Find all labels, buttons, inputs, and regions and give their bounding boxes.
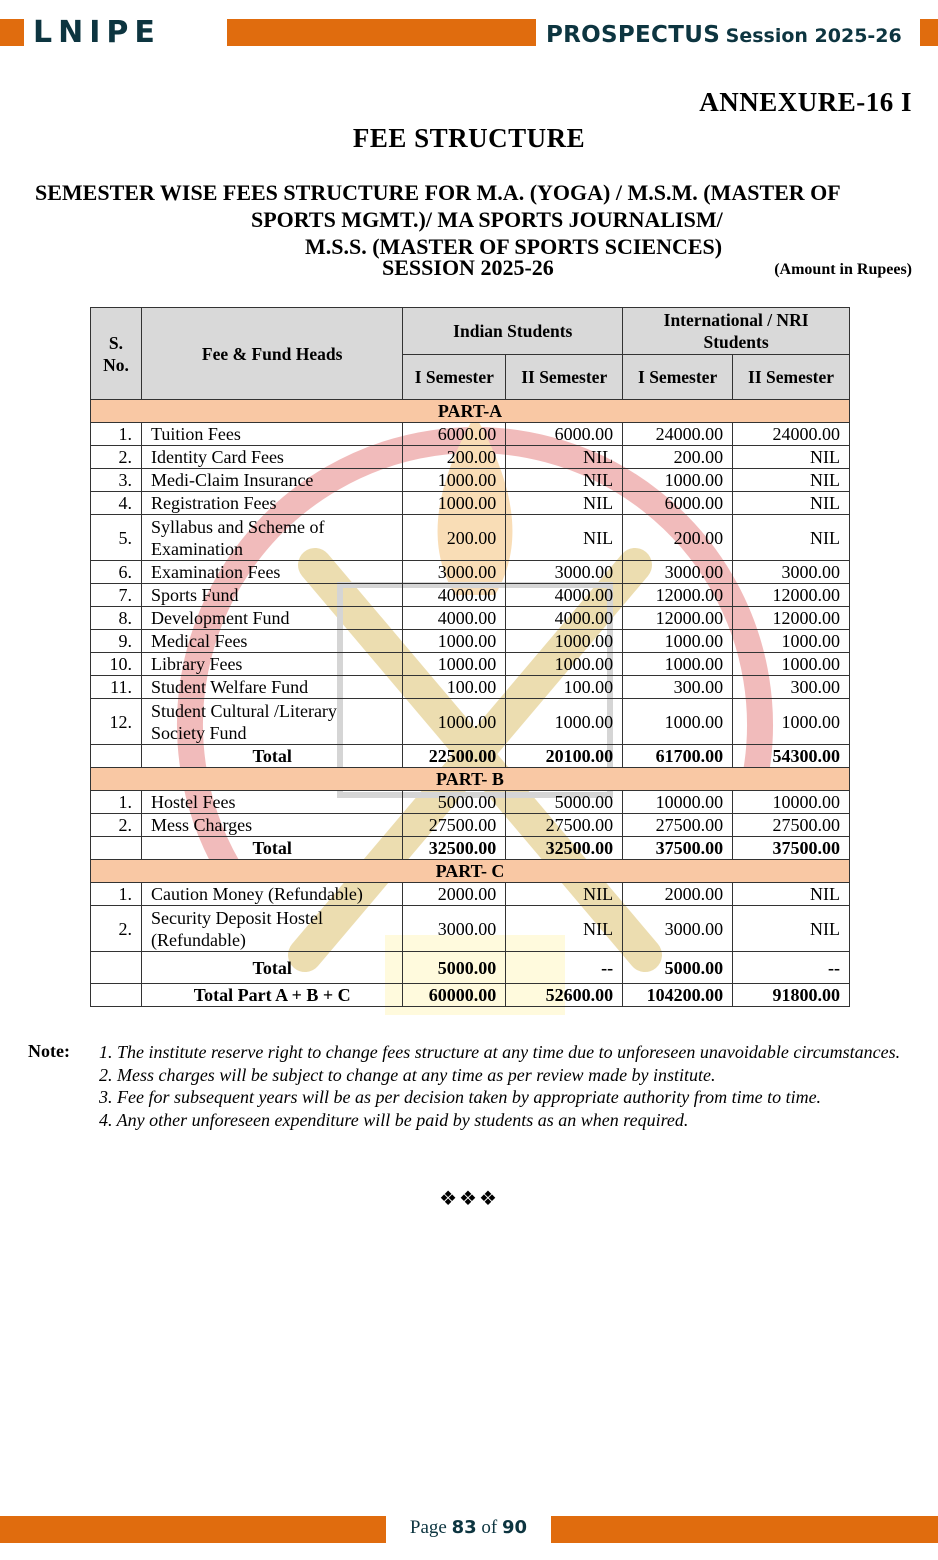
row-amount: 100.00 — [506, 676, 623, 699]
row-amount: 1000.00 — [623, 630, 733, 653]
row-amount: 6000.00 — [403, 423, 506, 446]
row-amount: 24000.00 — [733, 423, 850, 446]
total-amount: 37500.00 — [733, 837, 850, 860]
row-fee-head: Security Deposit Hostel (Refundable) — [141, 906, 402, 952]
total-amount: 91800.00 — [733, 984, 850, 1007]
row-amount: 27500.00 — [623, 814, 733, 837]
row-fee-head: Mess Charges — [141, 814, 402, 837]
row-sno-empty — [91, 837, 142, 860]
row-amount: 3000.00 — [403, 561, 506, 584]
part-label: PART-A — [91, 400, 850, 423]
row-sno: 2. — [91, 814, 142, 837]
row-sno: 1. — [91, 791, 142, 814]
table-row — [91, 630, 850, 653]
row-amount: 200.00 — [623, 446, 733, 469]
subtitle-line-3: M.S.S. (MASTER OF SPORTS SCIENCES) — [305, 234, 723, 259]
row-amount: NIL — [733, 883, 850, 906]
part-header-row — [91, 860, 850, 883]
total-amount: 32500.00 — [506, 837, 623, 860]
total-amount: 37500.00 — [623, 837, 733, 860]
row-amount: 6000.00 — [506, 423, 623, 446]
footer-accent-bar-right — [551, 1516, 938, 1543]
note-item: 1. The institute reserve right to change fees structure at any time due to unforeseen unavoidable circumstances. — [99, 1042, 901, 1062]
table-row — [91, 423, 850, 446]
row-amount: 1000.00 — [506, 699, 623, 745]
row-sno-empty — [91, 984, 142, 1007]
row-fee-head: Hostel Fees — [141, 791, 402, 814]
row-amount: 200.00 — [403, 446, 506, 469]
row-fee-head: Syllabus and Scheme of Examination — [141, 515, 402, 561]
row-fee-head: Registration Fees — [141, 492, 402, 515]
row-amount: 1000.00 — [733, 630, 850, 653]
total-pages: 90 — [502, 1517, 528, 1538]
table-row — [91, 446, 850, 469]
row-sno: 2. — [91, 906, 142, 952]
row-fee-head: Sports Fund — [141, 584, 402, 607]
row-amount: 1000.00 — [403, 469, 506, 492]
row-amount: 5000.00 — [506, 791, 623, 814]
row-amount: 2000.00 — [623, 883, 733, 906]
row-sno: 11. — [91, 676, 142, 699]
row-sno-empty — [91, 745, 142, 768]
row-amount: 100.00 — [403, 676, 506, 699]
row-amount: 5000.00 — [403, 791, 506, 814]
row-sno: 7. — [91, 584, 142, 607]
part-b-total-row — [91, 837, 850, 860]
col-header-international-students: International / NRI Students — [623, 308, 850, 355]
table-row — [91, 791, 850, 814]
row-amount: NIL — [733, 515, 850, 561]
table-row — [91, 469, 850, 492]
row-sno: 1. — [91, 883, 142, 906]
total-amount: 61700.00 — [623, 745, 733, 768]
total-amount: 104200.00 — [623, 984, 733, 1007]
note-label: Note: — [28, 1041, 70, 1061]
row-fee-head: Student Welfare Fund — [141, 676, 402, 699]
row-amount: 10000.00 — [623, 791, 733, 814]
total-amount: -- — [733, 952, 850, 984]
row-amount: NIL — [733, 492, 850, 515]
notes-list — [99, 1041, 911, 1131]
row-amount: 2000.00 — [403, 883, 506, 906]
row-amount: NIL — [506, 883, 623, 906]
table-row — [91, 906, 850, 952]
row-sno: 5. — [91, 515, 142, 561]
table-row — [91, 607, 850, 630]
total-label: Total — [141, 952, 402, 984]
row-amount: 4000.00 — [403, 584, 506, 607]
col-header-indian-students: Indian Students — [403, 308, 623, 355]
table-row — [91, 699, 850, 745]
subtitle-session: SESSION 2025-26 — [382, 255, 554, 280]
grand-total-row — [91, 984, 850, 1007]
row-amount: 1000.00 — [623, 653, 733, 676]
row-amount: 10000.00 — [733, 791, 850, 814]
row-amount: 1000.00 — [403, 653, 506, 676]
table-row — [91, 653, 850, 676]
row-amount: 1000.00 — [403, 492, 506, 515]
total-amount: 60000.00 — [403, 984, 506, 1007]
row-amount: NIL — [506, 906, 623, 952]
part-c-total-row — [91, 952, 850, 984]
total-amount: 20100.00 — [506, 745, 623, 768]
row-sno: 3. — [91, 469, 142, 492]
row-fee-head: Caution Money (Refundable) — [141, 883, 402, 906]
row-amount: 1000.00 — [623, 469, 733, 492]
row-sno: 8. — [91, 607, 142, 630]
row-fee-head: Identity Card Fees — [141, 446, 402, 469]
row-fee-head: Medi-Claim Insurance — [141, 469, 402, 492]
footer-accent-bar-left — [0, 1516, 386, 1543]
total-label: Total — [141, 745, 402, 768]
row-fee-head: Development Fund — [141, 607, 402, 630]
table-row — [91, 561, 850, 584]
row-amount: 1000.00 — [403, 630, 506, 653]
row-amount: 6000.00 — [623, 492, 733, 515]
total-amount: 5000.00 — [623, 952, 733, 984]
row-amount: 3000.00 — [506, 561, 623, 584]
total-amount: 5000.00 — [403, 952, 506, 984]
row-sno: 1. — [91, 423, 142, 446]
row-amount: 27500.00 — [506, 814, 623, 837]
row-amount: 1000.00 — [506, 653, 623, 676]
row-amount: NIL — [733, 469, 850, 492]
note-item: 3. Fee for subsequent years will be as per decision taken by appropriate authority from time to time. — [99, 1087, 822, 1107]
header-accent-bar-middle — [227, 19, 536, 46]
row-amount: 200.00 — [403, 515, 506, 561]
row-amount: NIL — [733, 906, 850, 952]
row-amount: 4000.00 — [403, 607, 506, 630]
table-row — [91, 492, 850, 515]
part-label: PART- B — [91, 768, 850, 791]
page-number — [386, 1514, 551, 1542]
row-amount: NIL — [506, 446, 623, 469]
table-row — [91, 584, 850, 607]
row-amount: NIL — [733, 446, 850, 469]
table-row — [91, 676, 850, 699]
total-label: Total — [141, 837, 402, 860]
table-row — [91, 515, 850, 561]
header-accent-bar-right — [920, 19, 938, 46]
row-sno-empty — [91, 952, 142, 984]
row-sno: 9. — [91, 630, 142, 653]
row-amount: 12000.00 — [623, 607, 733, 630]
page-header — [0, 0, 938, 70]
fee-structure-table — [90, 307, 850, 1007]
current-page: 83 — [451, 1517, 477, 1538]
row-fee-head: Medical Fees — [141, 630, 402, 653]
prospectus-title — [546, 20, 902, 52]
total-amount: 54300.00 — [733, 745, 850, 768]
row-sno: 12. — [91, 699, 142, 745]
subtitle-line-2: SPORTS MGMT.)/ MA SPORTS JOURNALISM/ — [251, 207, 723, 232]
total-label: Total Part A + B + C — [141, 984, 402, 1007]
subtitle-line-1: SEMESTER WISE FEES STRUCTURE FOR M.A. (YOGA) / M.S.M. (MASTER OF — [35, 180, 841, 205]
row-amount: 3000.00 — [403, 906, 506, 952]
header-accent-bar-left — [0, 19, 24, 46]
amount-unit-note: (Amount in Rupees) — [774, 261, 912, 278]
part-label: PART- C — [91, 860, 850, 883]
col-header-sno: S. No. — [91, 308, 142, 400]
row-amount: 200.00 — [623, 515, 733, 561]
col-header-intl-sem2: II Semester — [733, 355, 850, 400]
row-amount: NIL — [506, 515, 623, 561]
institute-logo-text: LNIPE — [33, 15, 161, 50]
of-word: of — [481, 1517, 498, 1538]
row-amount: 3000.00 — [623, 906, 733, 952]
table-row — [91, 814, 850, 837]
col-header-intl-sem1: I Semester — [623, 355, 733, 400]
row-sno: 4. — [91, 492, 142, 515]
part-a-total-row — [91, 745, 850, 768]
total-amount: 22500.00 — [403, 745, 506, 768]
row-amount: 1000.00 — [733, 699, 850, 745]
col-header-indian-sem1: I Semester — [403, 355, 506, 400]
col-header-indian-sem2: II Semester — [506, 355, 623, 400]
row-amount: 12000.00 — [733, 584, 850, 607]
session-label: Session 2025-26 — [725, 25, 902, 47]
row-amount: 3000.00 — [623, 561, 733, 584]
row-fee-head: Library Fees — [141, 653, 402, 676]
note-item: 4. Any other unforeseen expenditure will be paid by students as an when required. — [99, 1109, 689, 1130]
page-word: Page — [409, 1517, 447, 1538]
row-amount: 1000.00 — [506, 630, 623, 653]
row-amount: 1000.00 — [733, 653, 850, 676]
row-sno: 2. — [91, 446, 142, 469]
note-item: 2. Mess charges will be subject to change at any time as per review made by institute. — [99, 1064, 716, 1085]
col-header-fee-heads: Fee & Fund Heads — [141, 308, 402, 400]
row-amount: 12000.00 — [623, 584, 733, 607]
row-amount: 300.00 — [733, 676, 850, 699]
row-amount: 24000.00 — [623, 423, 733, 446]
row-fee-head: Examination Fees — [141, 561, 402, 584]
row-amount: 1000.00 — [623, 699, 733, 745]
row-amount: 3000.00 — [733, 561, 850, 584]
row-amount: 27500.00 — [733, 814, 850, 837]
row-amount: 1000.00 — [403, 699, 506, 745]
row-amount: 300.00 — [623, 676, 733, 699]
total-amount: 32500.00 — [403, 837, 506, 860]
row-fee-head: Student Cultural /Literary Society Fund — [141, 699, 402, 745]
row-fee-head: Tuition Fees — [141, 423, 402, 446]
page-title: FEE STRUCTURE — [352, 123, 586, 153]
row-amount: 12000.00 — [733, 607, 850, 630]
annexure-label: ANNEXURE-16 I — [699, 87, 912, 117]
row-amount: 4000.00 — [506, 607, 623, 630]
table-row — [91, 883, 850, 906]
part-header-row — [91, 768, 850, 791]
row-sno: 10. — [91, 653, 142, 676]
row-amount: 4000.00 — [506, 584, 623, 607]
table-body — [91, 400, 850, 1007]
prospectus-label: PROSPECTUS — [546, 22, 721, 48]
total-amount: 52600.00 — [506, 984, 623, 1007]
row-amount: 27500.00 — [403, 814, 506, 837]
row-amount: NIL — [506, 469, 623, 492]
row-sno: 6. — [91, 561, 142, 584]
total-amount: -- — [506, 952, 623, 984]
part-header-row — [91, 400, 850, 423]
row-amount: NIL — [506, 492, 623, 515]
ornament-divider-icon: ❖❖❖ — [439, 1188, 499, 1210]
